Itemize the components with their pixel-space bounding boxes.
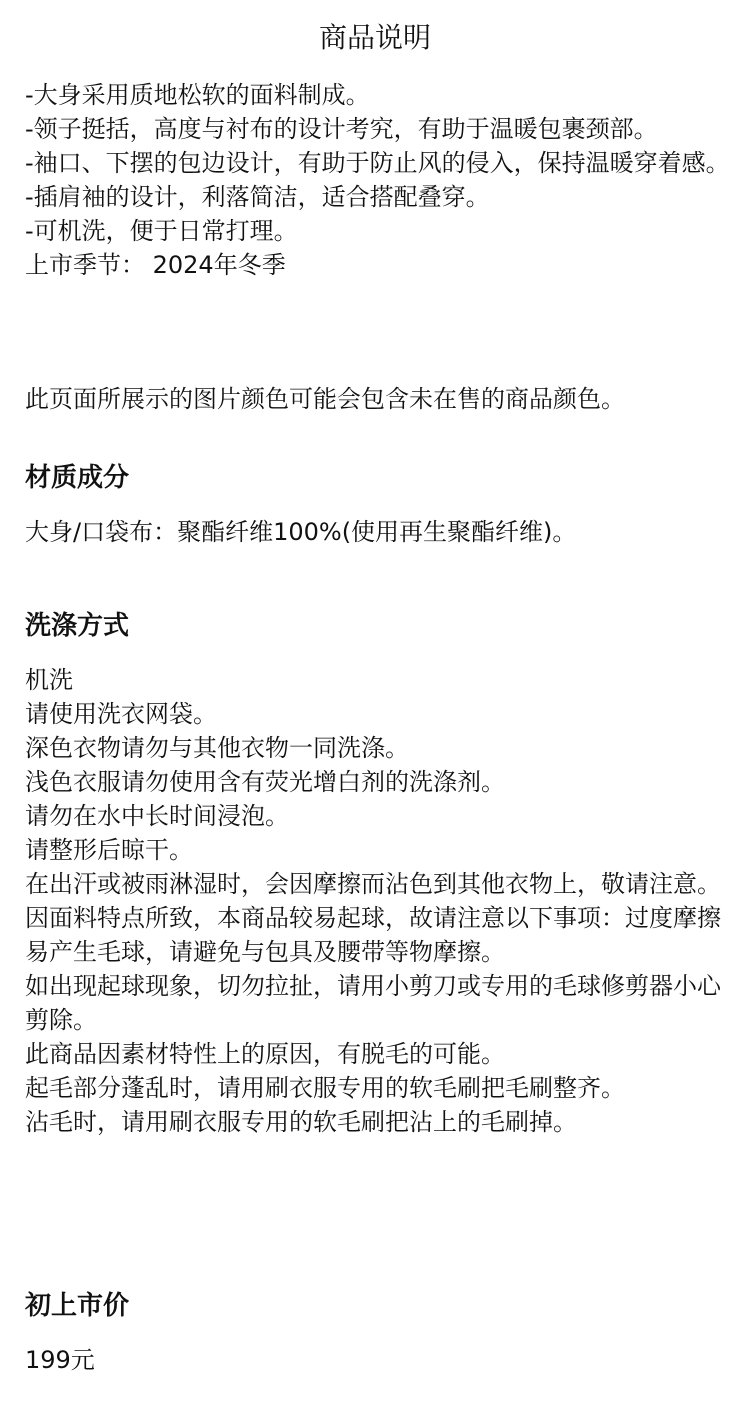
washing-line: 深色衣物请勿与其他衣物一同洗涤。 xyxy=(25,734,409,762)
intro-line: -袖口、下摆的包边设计，有助于防止风的侵入，保持温暖穿着感。 xyxy=(25,149,730,177)
page-title: 商品说明 xyxy=(318,21,431,54)
intro-line: -插肩袖的设计，利落简洁，适合搭配叠穿。 xyxy=(25,183,490,211)
washing-heading: 洗涤方式 xyxy=(25,611,130,641)
intro-list xyxy=(25,78,730,282)
price-body xyxy=(25,1343,730,1377)
color-note xyxy=(25,382,730,416)
washing-line: 浅色衣服请勿使用含有荧光增白剂的洗涤剂。 xyxy=(25,768,505,796)
washing-line: 请使用洗衣网袋。 xyxy=(25,700,217,728)
washing-line: 如出现起球现象，切勿拉扯，请用小剪刀或专用的毛球修剪器小心剪除。 xyxy=(25,972,721,1034)
material-heading: 材质成分 xyxy=(25,463,130,493)
material-body xyxy=(25,515,730,549)
intro-line: -大身采用质地松软的面料制成。 xyxy=(25,81,370,109)
intro-line: -可机洗，便于日常打理。 xyxy=(25,217,298,245)
material-text: 大身/口袋布：聚酯纤维100%(使用再生聚酯纤维)。 xyxy=(25,518,577,546)
washing-line: 在出汗或被雨淋湿时，会因摩擦而沾色到其他衣物上，敬请注意。 xyxy=(25,870,721,898)
washing-line: 请勿在水中长时间浸泡。 xyxy=(25,802,289,830)
washing-line: 机洗 xyxy=(25,666,73,694)
washing-line: 起毛部分蓬乱时，请用刷衣服专用的软毛刷把毛刷整齐。 xyxy=(25,1074,625,1102)
washing-line: 沾毛时，请用刷衣服专用的软毛刷把沾上的毛刷掉。 xyxy=(25,1108,577,1136)
washing-list xyxy=(25,663,730,1139)
washing-line: 因面料特点所致，本商品较易起球，故请注意以下事项：过度摩擦易产生毛球，请避免与包具及腰带等物摩擦。 xyxy=(25,904,721,966)
release-season: 上市季节： 2024年冬季 xyxy=(25,251,286,279)
washing-line: 请整形后晾干。 xyxy=(25,836,193,864)
price-value: 199元 xyxy=(25,1346,95,1374)
price-section xyxy=(25,1288,730,1324)
price-heading: 初上市价 xyxy=(25,1291,130,1321)
color-note-text: 此页面所展示的图片颜色可能会包含未在售的商品颜色。 xyxy=(25,385,625,413)
intro-line: -领子挺括，高度与衬布的设计考究，有助于温暖包裹颈部。 xyxy=(25,115,658,143)
washing-line: 此商品因素材特性上的原因，有脱毛的可能。 xyxy=(25,1040,505,1068)
washing-section xyxy=(25,608,730,644)
material-section xyxy=(25,460,730,496)
